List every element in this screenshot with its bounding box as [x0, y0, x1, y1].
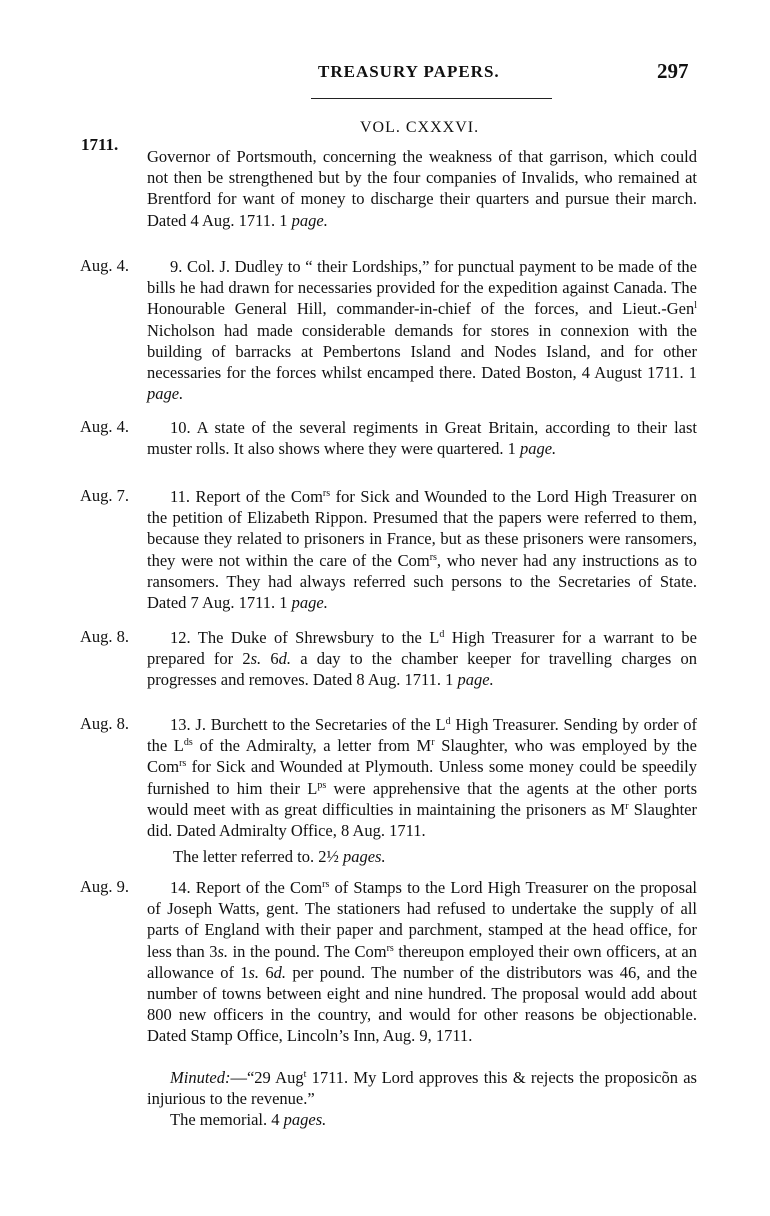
minute-note: Minuted:—“29 Aug$^t$ 1711. My Lord approves this & rejects the proposicõn as injurious to the revenue.”	[147, 1068, 697, 1109]
continuation-paragraph: Governor of Portsmouth, concerning the weakness of that garrison, which could not then be strengthened but by the four companies of Invalids, who remained at Brentford for want of money to discharge their quarters and pursue their march. Dated 4 Aug. 1711. 1 page.	[147, 147, 697, 230]
running-title: TREASURY PAPERS.	[318, 62, 500, 81]
entry-text: 14. Report of the Com$^{rs}$ of Stamps to the Lord High Treasurer on the proposal of Joseph Watts, gent. The stationers had refused to undertake the supply of all parts of England with their paper and parchment, stamped at the head office, for less than 3s. in the pound. The Com$^{rs}$ thereupon employed their own officers, at an allowance of 1s. 6d. per pound. The number of the distributors was 46, and the number of towns between eight and nine hundred. The proposal would add about 800 new officers in the country, and would for other reasons be objectionable. Dated Stamp Office, Lincoln’s Inn, Aug. 9, 1711.	[147, 878, 698, 1046]
enclosure-note: The memorial. 4 pages.	[170, 1110, 327, 1129]
entry-date: Aug. 4.	[80, 256, 130, 275]
entry-date: Aug. 8.	[80, 714, 130, 733]
entry-text: 13. J. Burchett to the Secretaries of the $L^d$ High Treasurer. Sending by order of the $L^{ds}$ of the Admiralty, a letter from $M^r$ Slaughter, who was employed by the Com$^{rs}$ for Sick and Wounded at Plymouth. Unless some money could be speedily furnished to him their $L^{ps}$ were apprehensive that the agents at the other ports would meet with as great difficulties in maintaining the prisoners as $M^r$ Slaughter did. Dated Admiralty Office, 8 Aug. 1711.	[147, 715, 698, 841]
volume-heading: VOL. CXXXVI.	[360, 119, 480, 136]
enclosure-note: The letter referred to. 2½ pages.	[173, 847, 386, 866]
entry-date: Aug. 7.	[80, 486, 130, 505]
entry-date: Aug. 9.	[80, 877, 130, 896]
margin-year: 1711.	[81, 135, 119, 154]
entry-text: 9. Col. J. Dudley to “ their Lordships,” for punctual payment to be made of the bills he had drawn for necessaries provided for the expedition against Canada. The Honourable General Hill, commander-in-chief of the forces, and Lieut.-Gen$^l$ Nicholson had made considerable demands for stores in connexion with the building of barracks at Pembertons Island and Nodes Island, and for other necessaries for the forces whilst encamped there. Dated Boston, 4 August 1711. 1 page.	[147, 257, 697, 404]
entry-text: 10. A state of the several regiments in Great Britain, according to their last muster rolls. It also shows where they were quartered. 1 page.	[147, 418, 697, 459]
page-number: 297	[657, 59, 689, 83]
entry-date: Aug. 4.	[80, 417, 130, 436]
entry-date: Aug. 8.	[80, 627, 130, 646]
entry-text: 12. The Duke of Shrewsbury to the $L^d$ High Treasurer for a warrant to be prepared for 2s. 6d. a day to the chamber keeper for travelling charges on progresses and removes. Dated 8 Aug. 1711. 1 page.	[147, 628, 698, 690]
header-rule	[311, 98, 552, 99]
entry-text: 11. Report of the Com$^{rs}$ for Sick and Wounded to the Lord High Treasurer on the petition of Elizabeth Rippon. Presumed that the papers were referred to them, because they related to prisoners in France, but as these prisoners were ransomers, they were not within the care of the Com$^{rs}$, who never had any instructions as to ransomers. They had always referred such persons to the Secretaries of State. Dated 7 Aug. 1711. 1 page.	[147, 487, 698, 613]
